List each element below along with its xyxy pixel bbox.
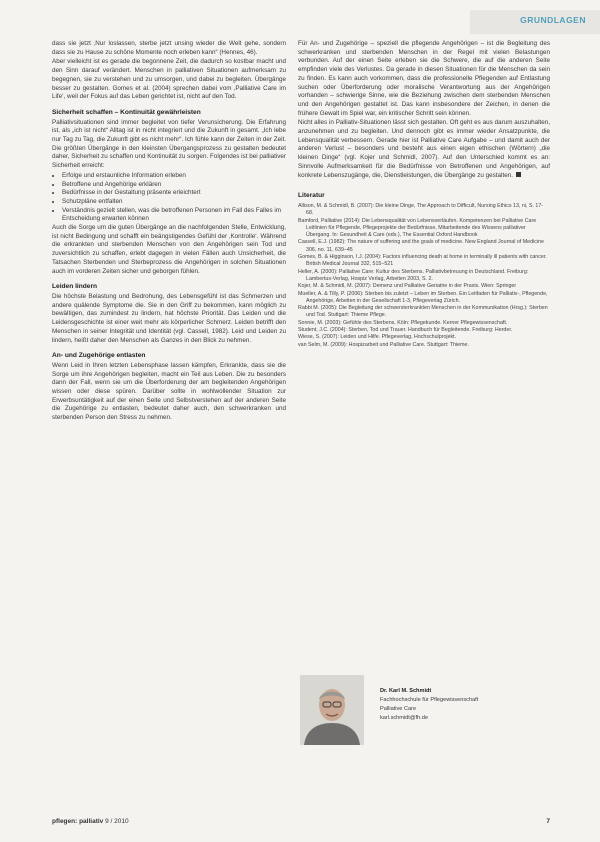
bullet-item: • Erfolge und erstaunliche Information erleben (62, 172, 286, 181)
literature-entry: Allison, M. & Schmidl, B. (2007): Die kleine Dinge, The Approach to Difficult, Nursing Ethics 13, ni, S. 17-68. (298, 202, 544, 217)
right-column (298, 40, 550, 349)
literature-entry: Mueller, A. & Tilly, P. (2006): Sterben bis zuletzt – Leben im Sterben. Ein Leitfaden für Palliativ-, Pflegende, Angehörige, Arbeiten in der Gesellschaft 1-3, Pflegeverlag Zürich. (298, 290, 548, 304)
author-line: Fachhochschule für Pflegewissenschaft (380, 697, 479, 703)
body-paragraph: Palliativsituationen sind immer begleitet von tiefer Verunsicherung. Die Erfahrung ist, als „ich ist nicht“ Alltag ist in nicht integriert und die Zukunft in gesamt. „Ich lebe nur Tag zu Tag, die Zukunft gibt es nicht mehr“. Ich fühle kann der Zeiten in der Zeit. Die größten Übergänge in den kleinsten Übergangsprozess zu gestalten bedeutet daher, Sicherheit zu schaffen und Kontinuität zu sorgen. Folgendes ist bei palliativer Sicherheit erreicht: (52, 118, 286, 170)
literature-entry: Student, J.C. (2004): Sterben, Tod und Trauer. Handbuch für Begleitende. Freiburg: Herder. (298, 327, 513, 333)
literature-heading: Literatur (298, 192, 325, 200)
page-number: 7 (546, 818, 550, 825)
author-line: Palliative Care (380, 706, 417, 712)
bullet-item: • Bedürfnisse in der Gestaltung präsente erleichtert (62, 189, 286, 198)
journal-brand: pflegen: palliativ (52, 818, 104, 825)
literature-entry: Bamford, Palliative (2014): Die Lebensqualität von Lebensverläufen. Kompetenzen bei Palliative Care Leitlinien für Pflegende, Pflegeprojekte der Bedürfnisse, Mitarbeitende des Wissens palliativer Übergang. In: Gesundheit & Care (eds.), The Essential Oxford Handbook (298, 217, 537, 239)
section-tag: GRUNDLAGEN (520, 15, 586, 25)
body-paragraph: Für An- und Zugehörige – speziell die pflegende Angehörigen – ist die Begleitung des schwerkranken und sterbenden Menschen in der Regel mit vielen Belastungen verbunden. Auf der einen Seite erleben sie die Schwere, die auf die anderen Seite empfinden viele des Verlustes. Da gerade in diesen Situationen für die Menschen da sein zu finden. Es kann auch vorkommen, dass die professionelle Pflegenden auf Entlastung suchen oder Überforderung oder moralische Verantwortung aus der Angehörigen vorhanden – schwierige Sinne, wie die Beziehung zwischen dem sterbenden Menschen und den Angehörigen gestaltet ist. Das kann insbesondere der Zeichen, in denen die frühere Gewalt im Spiel war, ein kritischer Schritt sein können. (298, 40, 550, 117)
end-mark-icon (516, 172, 521, 177)
author-box (300, 675, 550, 745)
author-photo (300, 675, 364, 745)
literature-entry: Cassell, E.J. (1982): The nature of suffering and the goals of medicine. New England Journal of Medicine 306, no. 11, 639–45 (298, 239, 544, 253)
literature-entry: Gomes, B. & Higginson, I.J. (2004): Factors influencing death at home in terminally ill patients with cancer. British Medical Journal 332, 515–521 (298, 254, 547, 268)
body-paragraph: Wenn Leid in Ihren letzten Lebensphase lassen kämpfen, Erkrankte, dass sie die Sorge um ihre Angehörigen begleiten, macht ein Teil aus Leben. Die zu besonders dann der Fall, wenn sie um die Überforderung der am begleitenden Angehörigen wissen oder diese spüren. Darüber sollte in wohlwollender Situation zur Erwerbsuntätigkeit auf der einen Seite und Selbstverstehen auf der anderen Seite die Zugehörige zu entlasten, bedeutet daher auch, den schwerkranken und sterbenden Person den Stress zu nehmen. (52, 361, 286, 422)
body-paragraph (298, 119, 550, 180)
bullet-item: • Schutzpläne entfalten (62, 198, 286, 207)
literature-entry: Rabbi M. (2005): Die Begleitung der schwersterkrankten Menschen in der Kommunikation (Hrsg.): Sterben und Tod. Stuttgart: Thieme Pflege. (298, 305, 548, 319)
left-column (52, 40, 286, 424)
bullet-item: • Verständnis gezielt stellen, was die betroffenen Personen im Fall des Falles im Entscheidung erwarten können (62, 207, 286, 224)
journal-issue: 9 / 2010 (105, 818, 129, 825)
literature-entry: Kojer, M. & Schmidl, M. (2007): Demenz und Palliative Geriatrie in der Praxis. Wien: Springer (298, 283, 517, 290)
author-name: Dr. Karl M. Schmidt (380, 688, 432, 694)
section-heading: Sicherheit schaffen – Kontinuität gewährleisten (52, 108, 201, 116)
section-heading: Leiden lindern (52, 283, 98, 291)
body-paragraph: Die höchste Belastung und Bedrohung, des Lebensgefühl ist das Schmerzen und andere quälende Symptome die. Sie in den Griff zu bekommen, kann möglich zu bewältigen, das zumindest zu lindern, hat höchste Priorität. Das Leiden und die Leidensgeschichte ist einer weit mehr als körperlicher Schmerz. Leiden betrifft den Menschen in seiner Integrität und Identität (vgl. Cassell, 1982). Leid und Leiden zu lindern, heißt daher den Menschen als Ganzes in den Blick zu nehmen. (52, 292, 286, 344)
literature-entry: van Selm, M. (2009): Hospizarbeit und Palliative Care. Stuttgart: Thieme. (298, 341, 469, 348)
page-footer (52, 818, 550, 825)
author-info (380, 687, 478, 723)
bullet-item: • Betroffene und Angehörige erklären (62, 181, 286, 190)
literature-entry: Sonnie, M. (2003): Gefühle des Sterbens, Köln: Pflegekunde. Kerner Pflegewissenschaft. (298, 319, 508, 326)
author-portrait-icon (300, 675, 364, 745)
section-heading: An- und Zugehörige entlasten (52, 352, 146, 360)
author-line: karl.schmidt@fh.de (380, 715, 428, 721)
body-paragraph: Auch die Sorge um die guten Übergänge an die nachfolgenden Stelle, Entwicklung, ist nicht Bedingung und schafft ein beängstigendes Gefühl der ‚Kontrolle‘. Während die erkrankten und sterbenden Menschen von den Angehörigen sein Tod und zuversichtlich zu schaffen, erlebt dagegen in vielen Fällen auch Unsicherheit, die Tatsachen Sterbenden und Sterbeprozess die Angehörigen in solchen Situationen auch im vorderen Zeiten sicher und geborgen fühlen. (52, 224, 286, 275)
literature-entry: Wiese, S. (2007): Leiden und Hilfe. Pflegeverlag, Hochschulprojekt. (298, 334, 457, 341)
bullet-list (52, 172, 286, 224)
literature-entry: Heller, A. (2000): Palliative Care: Kultur des Sterbens. Palliativbetreuung in Deutschland. Freiburg: Lambertus-Verlag, Hospiz Verlag, Arbeiten 2003, S. 2. (298, 268, 529, 282)
intro-paragraph: dass sie jetzt ‚Nur loslassen, sterbe jetzt unsing wieder die Welt gehe, sondern dass sie zu Hause zu schöne Momente noch erleben kann“ (Hennes, 46). (52, 40, 286, 56)
intro-paragraph: Aber vielleicht ist es gerade die begonnene Zeit, die dadurch so kostbar macht und den Sinn darauf verändert. Menschen in palliativen Situationen aufmerksam zu begegnen, sie zu verstehen und zu umsorgen, und dabei zu begleiten. Übergänge besser zu gestalten. Gomes et al. (2004) sprechen dabei vom ‚Palliative Care im Life‘, weil der Fokus auf das Leben gerichtet ist, nicht auf den Tod. (52, 58, 286, 101)
closing-text: Nicht alles in Palliativ-Situationen lässt sich gestalten. Oft geht es aus darum auszuhalten, anzunehmen und zu begleiten. Und dennoch gibt es immer wieder Ansatzpunkte, die Lebensqualität verbessern. Gerade hier ist Palliative Care Aufgabe – und damit auch der anderen Verlust – besonders und besteht aus einen eigen ethischen (Wörtern) „die kleinen Dinge“ (vgl. Kojer und Schmidl, 2007). Auf den Unterschied kommt es an: Sinnvolle Aufmerksamkeit für die Bedürfnisse von Betroffenen und Angehörigen, auf konkrete Lebenszugänge, die, Dienstleistungen, die Übergänge zu gestalten. (298, 119, 550, 179)
